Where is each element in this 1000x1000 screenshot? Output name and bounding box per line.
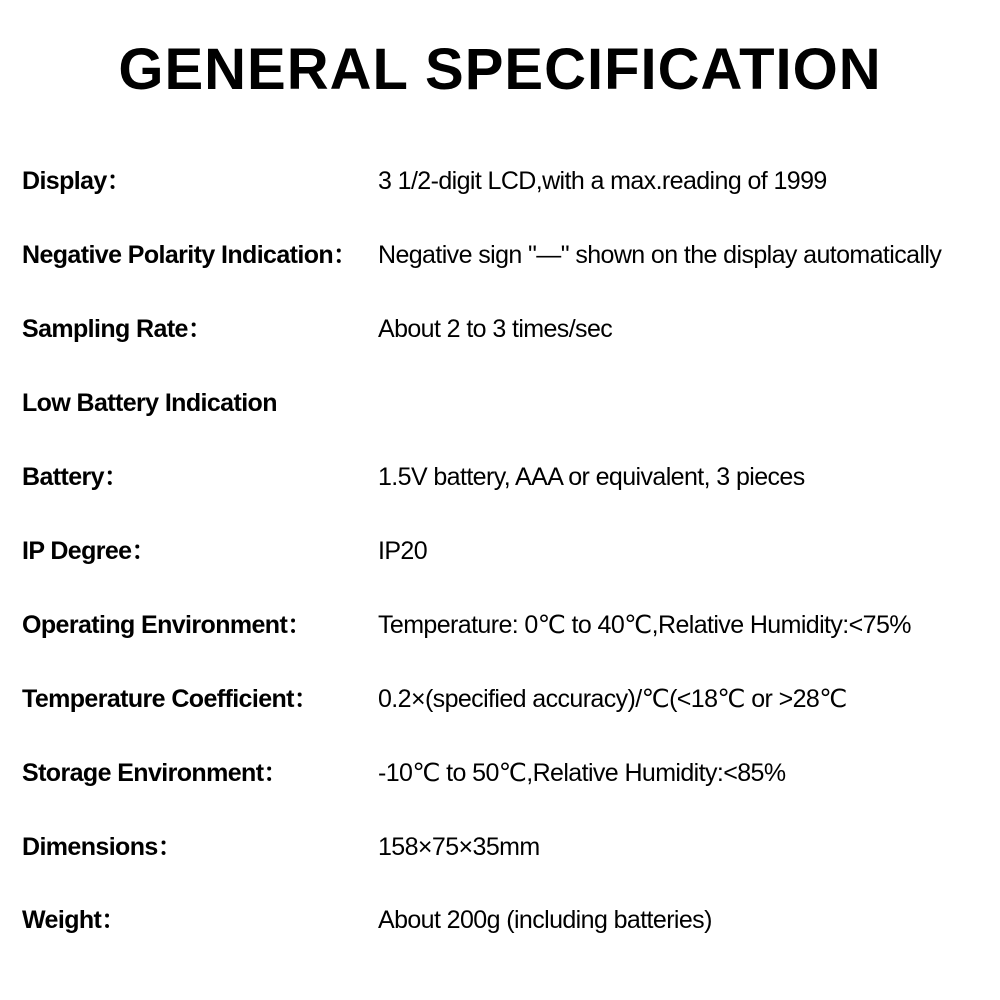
spec-row-operating-environment <box>0 605 1000 645</box>
spec-row-dimensions <box>0 827 1000 867</box>
spec-value-sampling-rate: About 2 to 3 times/sec <box>378 315 613 343</box>
spec-row-display <box>0 161 1000 201</box>
spec-row-battery <box>0 457 1000 497</box>
spec-value-display: 3 1/2-digit LCD,with a max.reading of 1999 <box>378 167 827 195</box>
spec-value-dimensions: 158×75×35mm <box>378 833 540 861</box>
spec-value-negative-polarity: Negative sign "—" shown on the display automatically <box>378 241 942 269</box>
spec-row-weight <box>0 900 1000 940</box>
spec-label-display: Display： <box>22 167 132 195</box>
spec-label-negative-polarity: Negative Polarity Indication： <box>22 241 358 269</box>
page-title: GENERAL SPECIFICATION <box>118 37 882 102</box>
spec-value-temperature-coefficient: 0.2×(specified accuracy)/℃(<18℃ or >28℃ <box>378 685 847 713</box>
spec-label-weight: Weight： <box>22 906 126 934</box>
spec-row-negative-polarity <box>0 235 1000 275</box>
spec-row-ip-degree <box>0 531 1000 571</box>
spec-label-sampling-rate: Sampling Rate： <box>22 315 213 343</box>
spec-row-storage-environment <box>0 753 1000 793</box>
spec-value-battery: 1.5V battery, AAA or equivalent, 3 pieces <box>378 463 805 491</box>
spec-value-weight: About 200g (including batteries) <box>378 906 712 934</box>
spec-label-operating-environment: Operating Environment： <box>22 611 312 639</box>
spec-label-low-battery: Low Battery Indication <box>22 389 277 417</box>
spec-label-storage-environment: Storage Environment： <box>22 759 288 787</box>
spec-value-ip-degree: IP20 <box>378 537 428 565</box>
spec-label-temperature-coefficient: Temperature Coefficient： <box>22 685 319 713</box>
spec-value-storage-environment: -10℃ to 50℃,Relative Humidity:<85% <box>378 759 786 787</box>
spec-label-ip-degree: IP Degree： <box>22 537 156 565</box>
spec-row-low-battery <box>0 383 1000 423</box>
spec-label-battery: Battery： <box>22 463 129 491</box>
spec-label-dimensions: Dimensions： <box>22 833 183 861</box>
spec-row-sampling-rate <box>0 309 1000 349</box>
spec-value-operating-environment: Temperature: 0℃ to 40℃,Relative Humidity:<75% <box>378 611 911 639</box>
spec-row-temperature-coefficient <box>0 679 1000 719</box>
